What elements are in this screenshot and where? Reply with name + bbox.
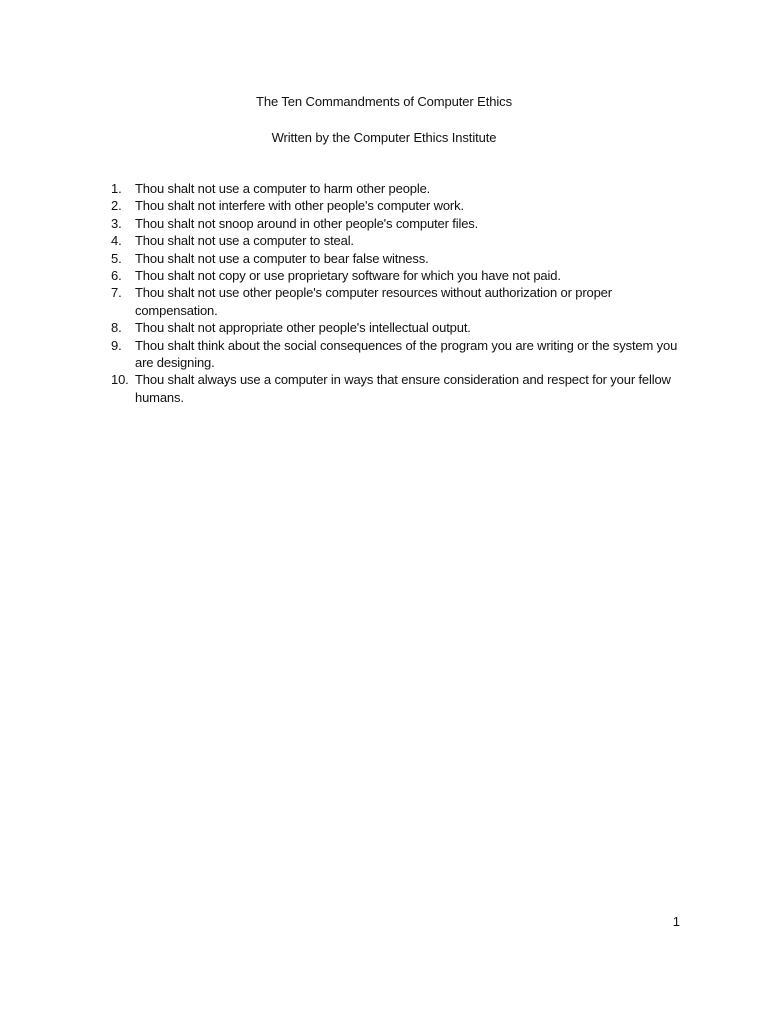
list-item-number: 9. [111, 337, 122, 353]
list-item-text: Thou shalt always use a computer in ways that ensure consideration and respect for your fellow humans. [135, 372, 671, 405]
list-item-number: 5. [111, 250, 122, 266]
list-item [111, 232, 691, 249]
list-item-number: 1. [111, 181, 122, 196]
commandments-list [111, 180, 691, 406]
list-item [111, 371, 691, 406]
list-item [111, 284, 691, 319]
list-item-text: Thou shalt not use a computer to harm other people. [135, 181, 431, 196]
list-item [111, 337, 691, 372]
list-item-number: 10. [111, 372, 129, 388]
list-item-text: Thou shalt not interfere with other people's computer work. [135, 198, 464, 214]
list-item-text: Thou shalt not use other people's computer resources without authorization or proper compensation. [135, 285, 612, 318]
list-item-text: Thou shalt not use a computer to steal. [135, 233, 354, 249]
list-item-text: Thou shalt not appropriate other people's intellectual output. [135, 320, 471, 336]
list-item-text: Thou shalt think about the social consequences of the program you are writing or the system you are designing. [135, 337, 678, 371]
list-item [111, 180, 691, 197]
list-item [111, 215, 691, 232]
page-number: 1 [672, 914, 680, 929]
list-item [111, 267, 691, 284]
list-item-text: Thou shalt not copy or use proprietary software for which you have not paid. [135, 268, 561, 284]
list-item-number: 4. [111, 233, 122, 249]
list-item-number: 3. [111, 215, 122, 231]
list-item-number: 7. [111, 285, 122, 301]
list-item [111, 250, 691, 267]
document-subtitle: Written by the Computer Ethics Institute [271, 130, 497, 145]
list-item [111, 319, 691, 336]
list-item-number: 2. [111, 198, 122, 214]
document-title: The Ten Commandments of Computer Ethics [256, 94, 512, 109]
list-item-text: Thou shalt not snoop around in other people's computer files. [135, 215, 479, 231]
list-item [111, 197, 691, 214]
list-item-text: Thou shalt not use a computer to bear false witness. [135, 250, 429, 266]
list-item-number: 8. [111, 320, 122, 336]
list-item-number: 6. [111, 268, 122, 284]
